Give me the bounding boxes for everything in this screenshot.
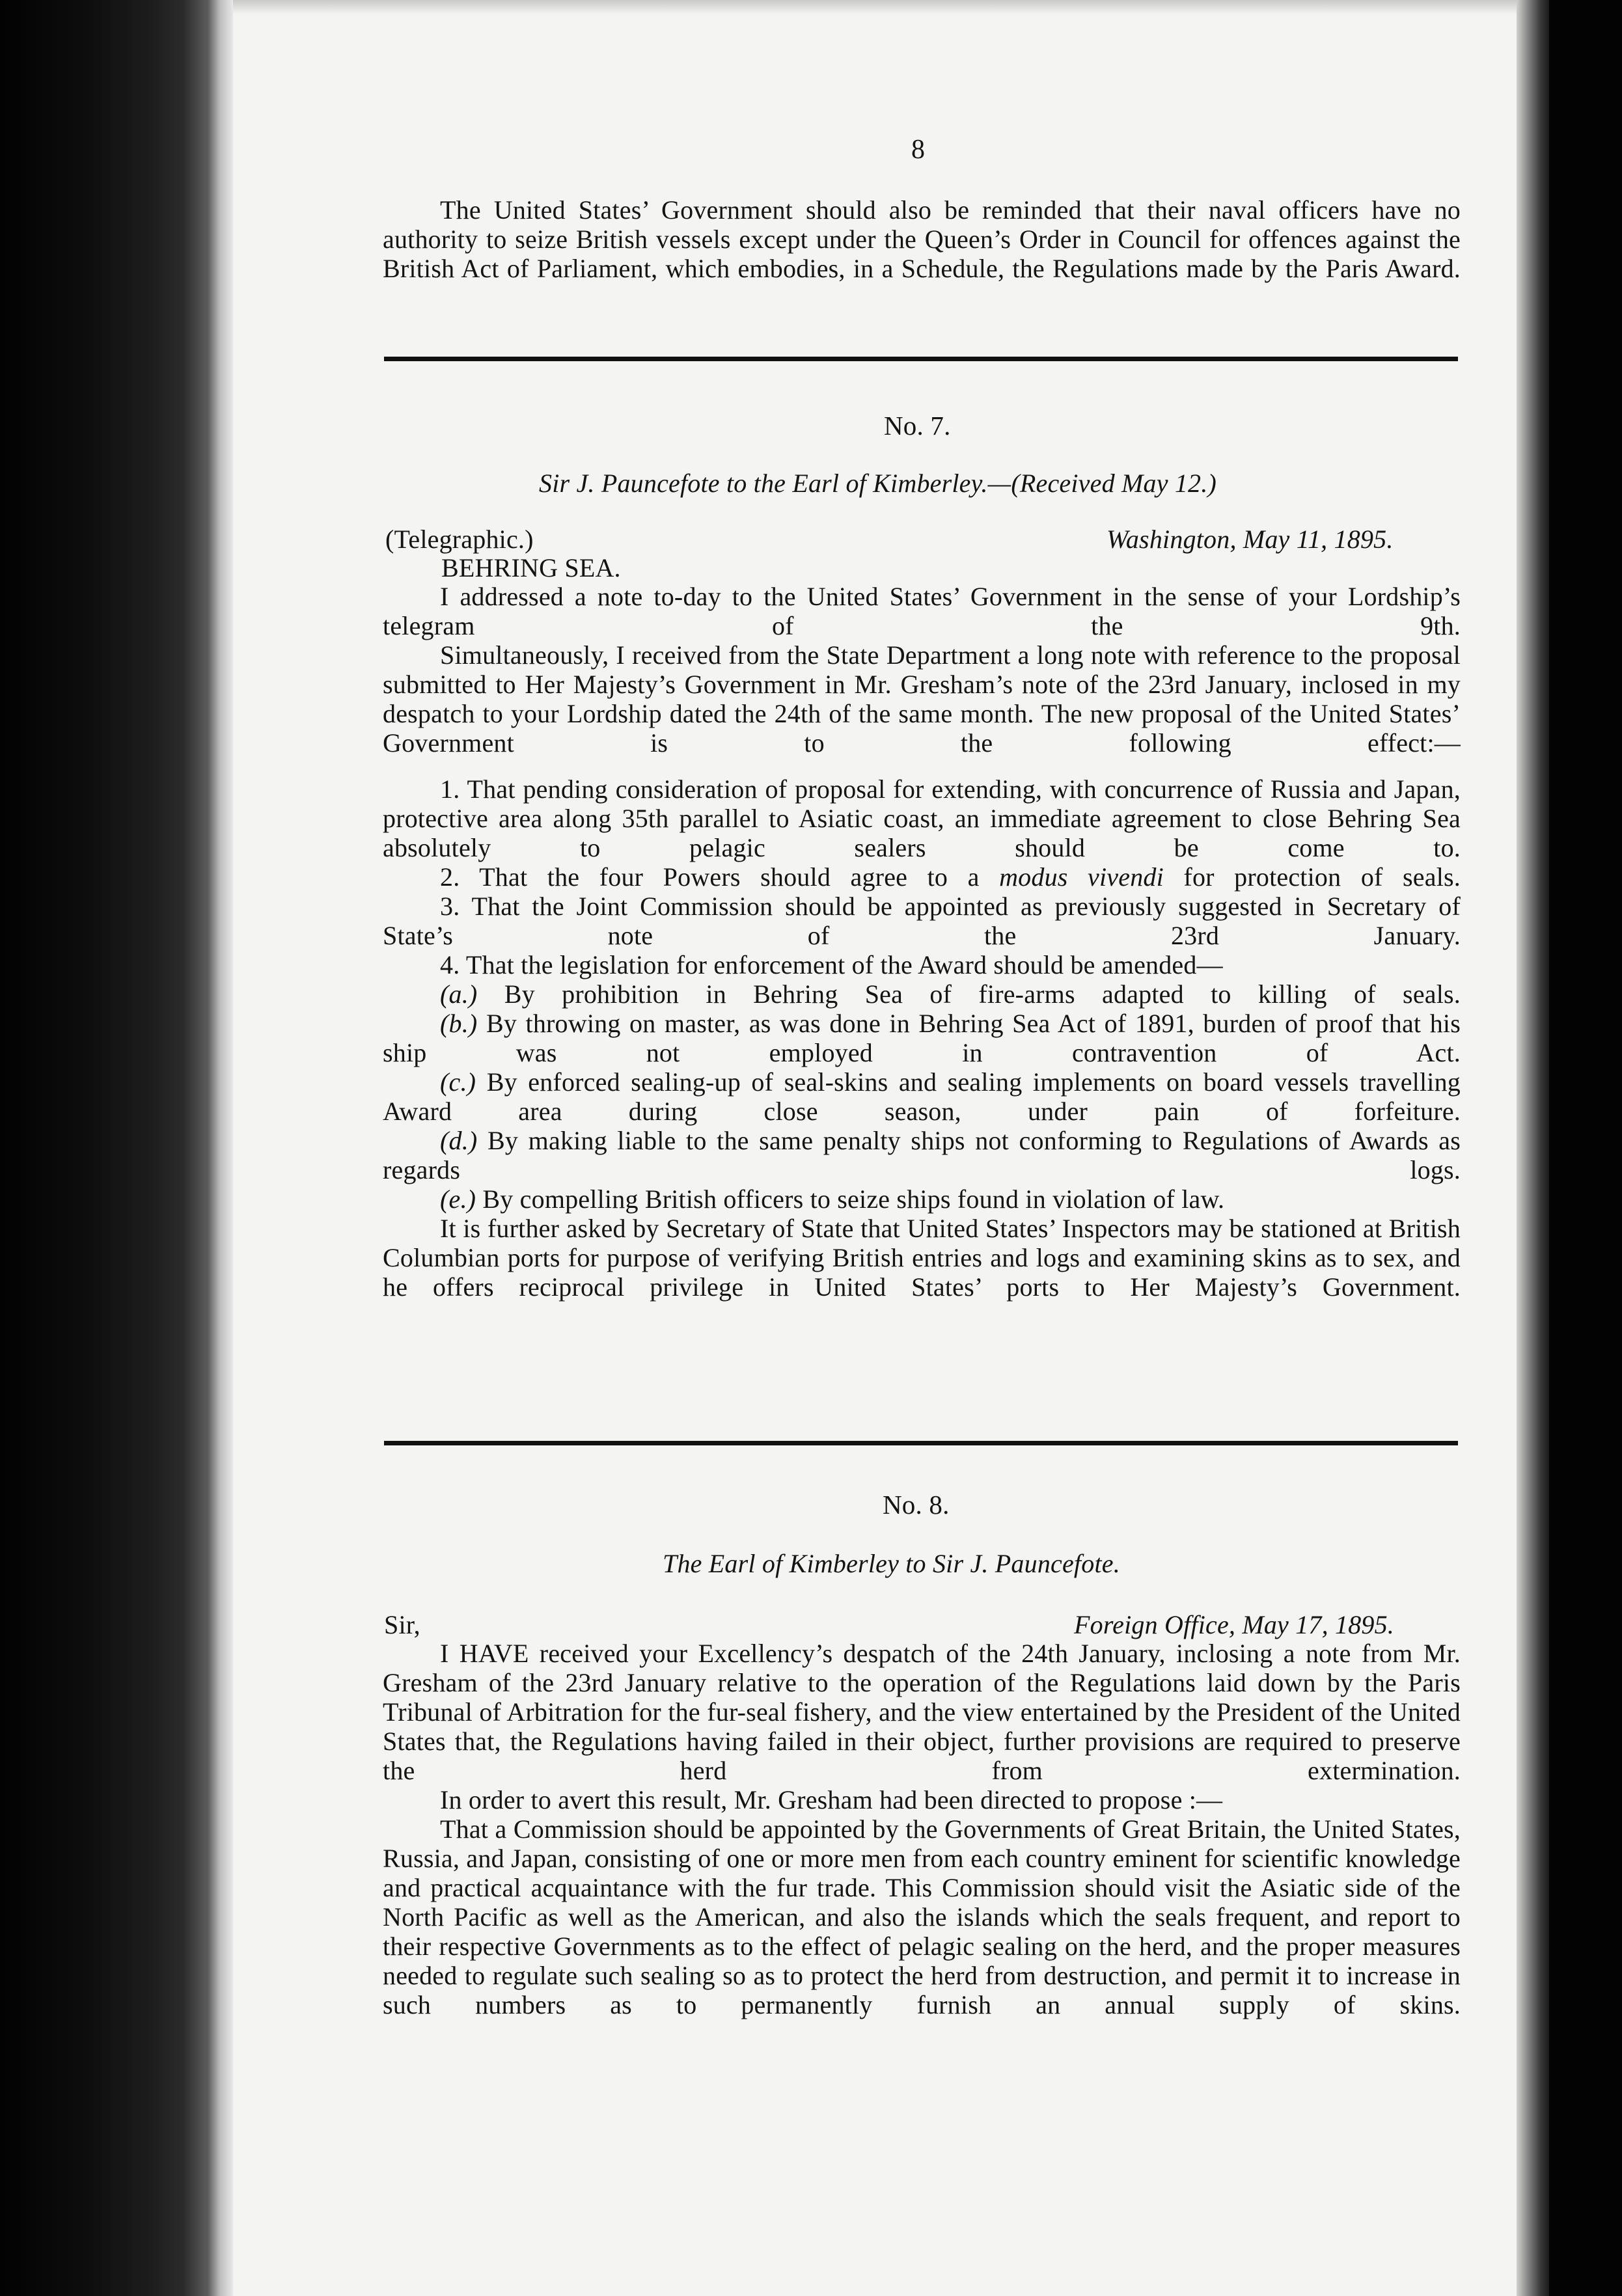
- doc7-item-1: 1. That pending consideration of proposal for extending, with concurrence of Russia and Japan, protective area along 35th parallel to Asiatic coast, an immediate agreement to close Behring Sea absolutely to pelagic sealers should be come to.: [383, 774, 1461, 862]
- doc8-body: [0, 1639, 1622, 2019]
- doc7-sub-e-label: (e.): [440, 1184, 476, 1214]
- doc7-item-2-italic: modus vivendi: [999, 862, 1164, 892]
- doc7-item-2: [383, 862, 1461, 892]
- doc7-sub-c-label: (c.): [440, 1067, 476, 1097]
- page-number: 8: [911, 135, 926, 165]
- doc7-sub-a-label: (a.): [440, 979, 478, 1009]
- doc7-sub-d-text: By making liable to the same penalty ships not conforming to Regulations of Awards as regards logs.: [383, 1126, 1461, 1184]
- doc7-sub-b: [383, 1009, 1461, 1067]
- doc7-sub-b-label: (b.): [440, 1009, 478, 1038]
- doc7-sub-a: [383, 979, 1461, 1009]
- doc7-item-2-lead: 2. That the four Powers should agree to a: [440, 862, 980, 892]
- doc7-subject: BEHRING SEA.: [441, 553, 621, 582]
- doc8-title: The Earl of Kimberley to Sir J. Pauncefote.: [663, 1549, 1120, 1578]
- doc7-sub-c-text: By enforced sealing-up of seal-skins and sealing implements on board vessels travelling Award area during close season, under pain of forfeiture.: [383, 1067, 1461, 1126]
- doc7-sub-b-text: By throwing on master, as was done in Behring Sea Act of 1891, burden of proof that his ship was not employed in contravention of Act.: [383, 1009, 1461, 1067]
- doc7-paragraph-1: I addressed a note to-day to the United States’ Government in the sense of your Lordship’s telegram of the 9th.: [383, 582, 1461, 640]
- doc7-dateline: Washington, May 11, 1895.: [1107, 525, 1394, 554]
- doc7-body: [0, 582, 1622, 1302]
- doc7-paragraph-3: It is further asked by Secretary of State that United States’ Inspectors may be stationed at British Columbian ports for purpose of verifying British entries and logs and examining skins as to sex, and he offers reciprocal privilege in United States’ ports to Her Majesty’s Government.: [383, 1214, 1461, 1302]
- doc7-item-2-tail: for protection of seals.: [1183, 862, 1461, 892]
- section-rule-1: [384, 357, 1458, 361]
- doc8-dateline: Foreign Office, May 17, 1895.: [1074, 1610, 1394, 1639]
- doc7-sub-d: [383, 1126, 1461, 1184]
- doc7-kind: (Telegraphic.): [385, 525, 534, 554]
- doc7-sub-a-text: By prohibition in Behring Sea of fire-arms adapted to killing of seals.: [504, 979, 1461, 1009]
- doc8-paragraph-3: That a Commission should be appointed by the Governments of Great Britain, the United States, Russia, and Japan, consisting of one or more men from each country eminent for scientific knowledge and practical acquaintance with the fur trade. This Commission should visit the Asiatic side of the North Pacific as well as the American, and also the islands which the seals frequent, and report to their respective Governments as to the effect of pelagic sealing on the herd, and the proper measures needed to regulate such sealing so as to protect the herd from destruction, and permit it to increase in such numbers as to permanently furnish an annual supply of skins.: [383, 1814, 1461, 2019]
- doc7-sub-d-label: (d.): [440, 1126, 478, 1155]
- doc8-paragraph-2: In order to avert this result, Mr. Gresham had been directed to propose :—: [440, 1785, 1223, 1814]
- doc7-item-4: 4. That the legislation for enforcement of the Award should be amended—: [440, 950, 1223, 979]
- doc8-paragraph-1: I HAVE received your Excellency’s despatch of the 24th January, inclosing a note from Mr. Gresham of the 23rd January relative to the operation of the Regulations laid down by the Paris Tribunal of Arbitration for the fur-seal fishery, and the view entertained by the President of the United States that, the Regulations having failed in their object, further provisions are required to preserve the herd from extermination.: [383, 1639, 1461, 1785]
- section-rule-2: [384, 1441, 1458, 1445]
- doc7-sub-e: [383, 1184, 1461, 1214]
- doc8-salutation: Sir,: [384, 1610, 420, 1639]
- doc7-item-3: 3. That the Joint Commission should be appointed as previously suggested in Secretary of State’s note of the 23rd January.: [383, 892, 1461, 950]
- doc7-number: No. 7.: [884, 411, 951, 441]
- intro-paragraph: The United States’ Government should also be reminded that their naval officers have no authority to seize British vessels except under the Queen’s Order in Council for offences against the British Act of Parliament, which embodies, in a Schedule, the Regulations made by the Paris Award.: [383, 195, 1461, 283]
- page-top-shadow: [229, 0, 1524, 14]
- doc8-number: No. 8.: [883, 1490, 950, 1520]
- doc7-sub-e-text: By compelling British officers to seize ships found in violation of law.: [482, 1184, 1225, 1214]
- doc7-paragraph-2: Simultaneously, I received from the State Department a long note with reference to the proposal submitted to Her Majesty’s Government in Mr. Gresham’s note of the 23rd January, inclosed in my despatch to your Lordship dated the 24th of the same month. The new proposal of the United States’ Government is to the following effect:—: [383, 640, 1461, 758]
- doc7-title: Sir J. Pauncefote to the Earl of Kimberley.—(Received May 12.): [539, 469, 1216, 498]
- doc7-sub-c: [383, 1067, 1461, 1126]
